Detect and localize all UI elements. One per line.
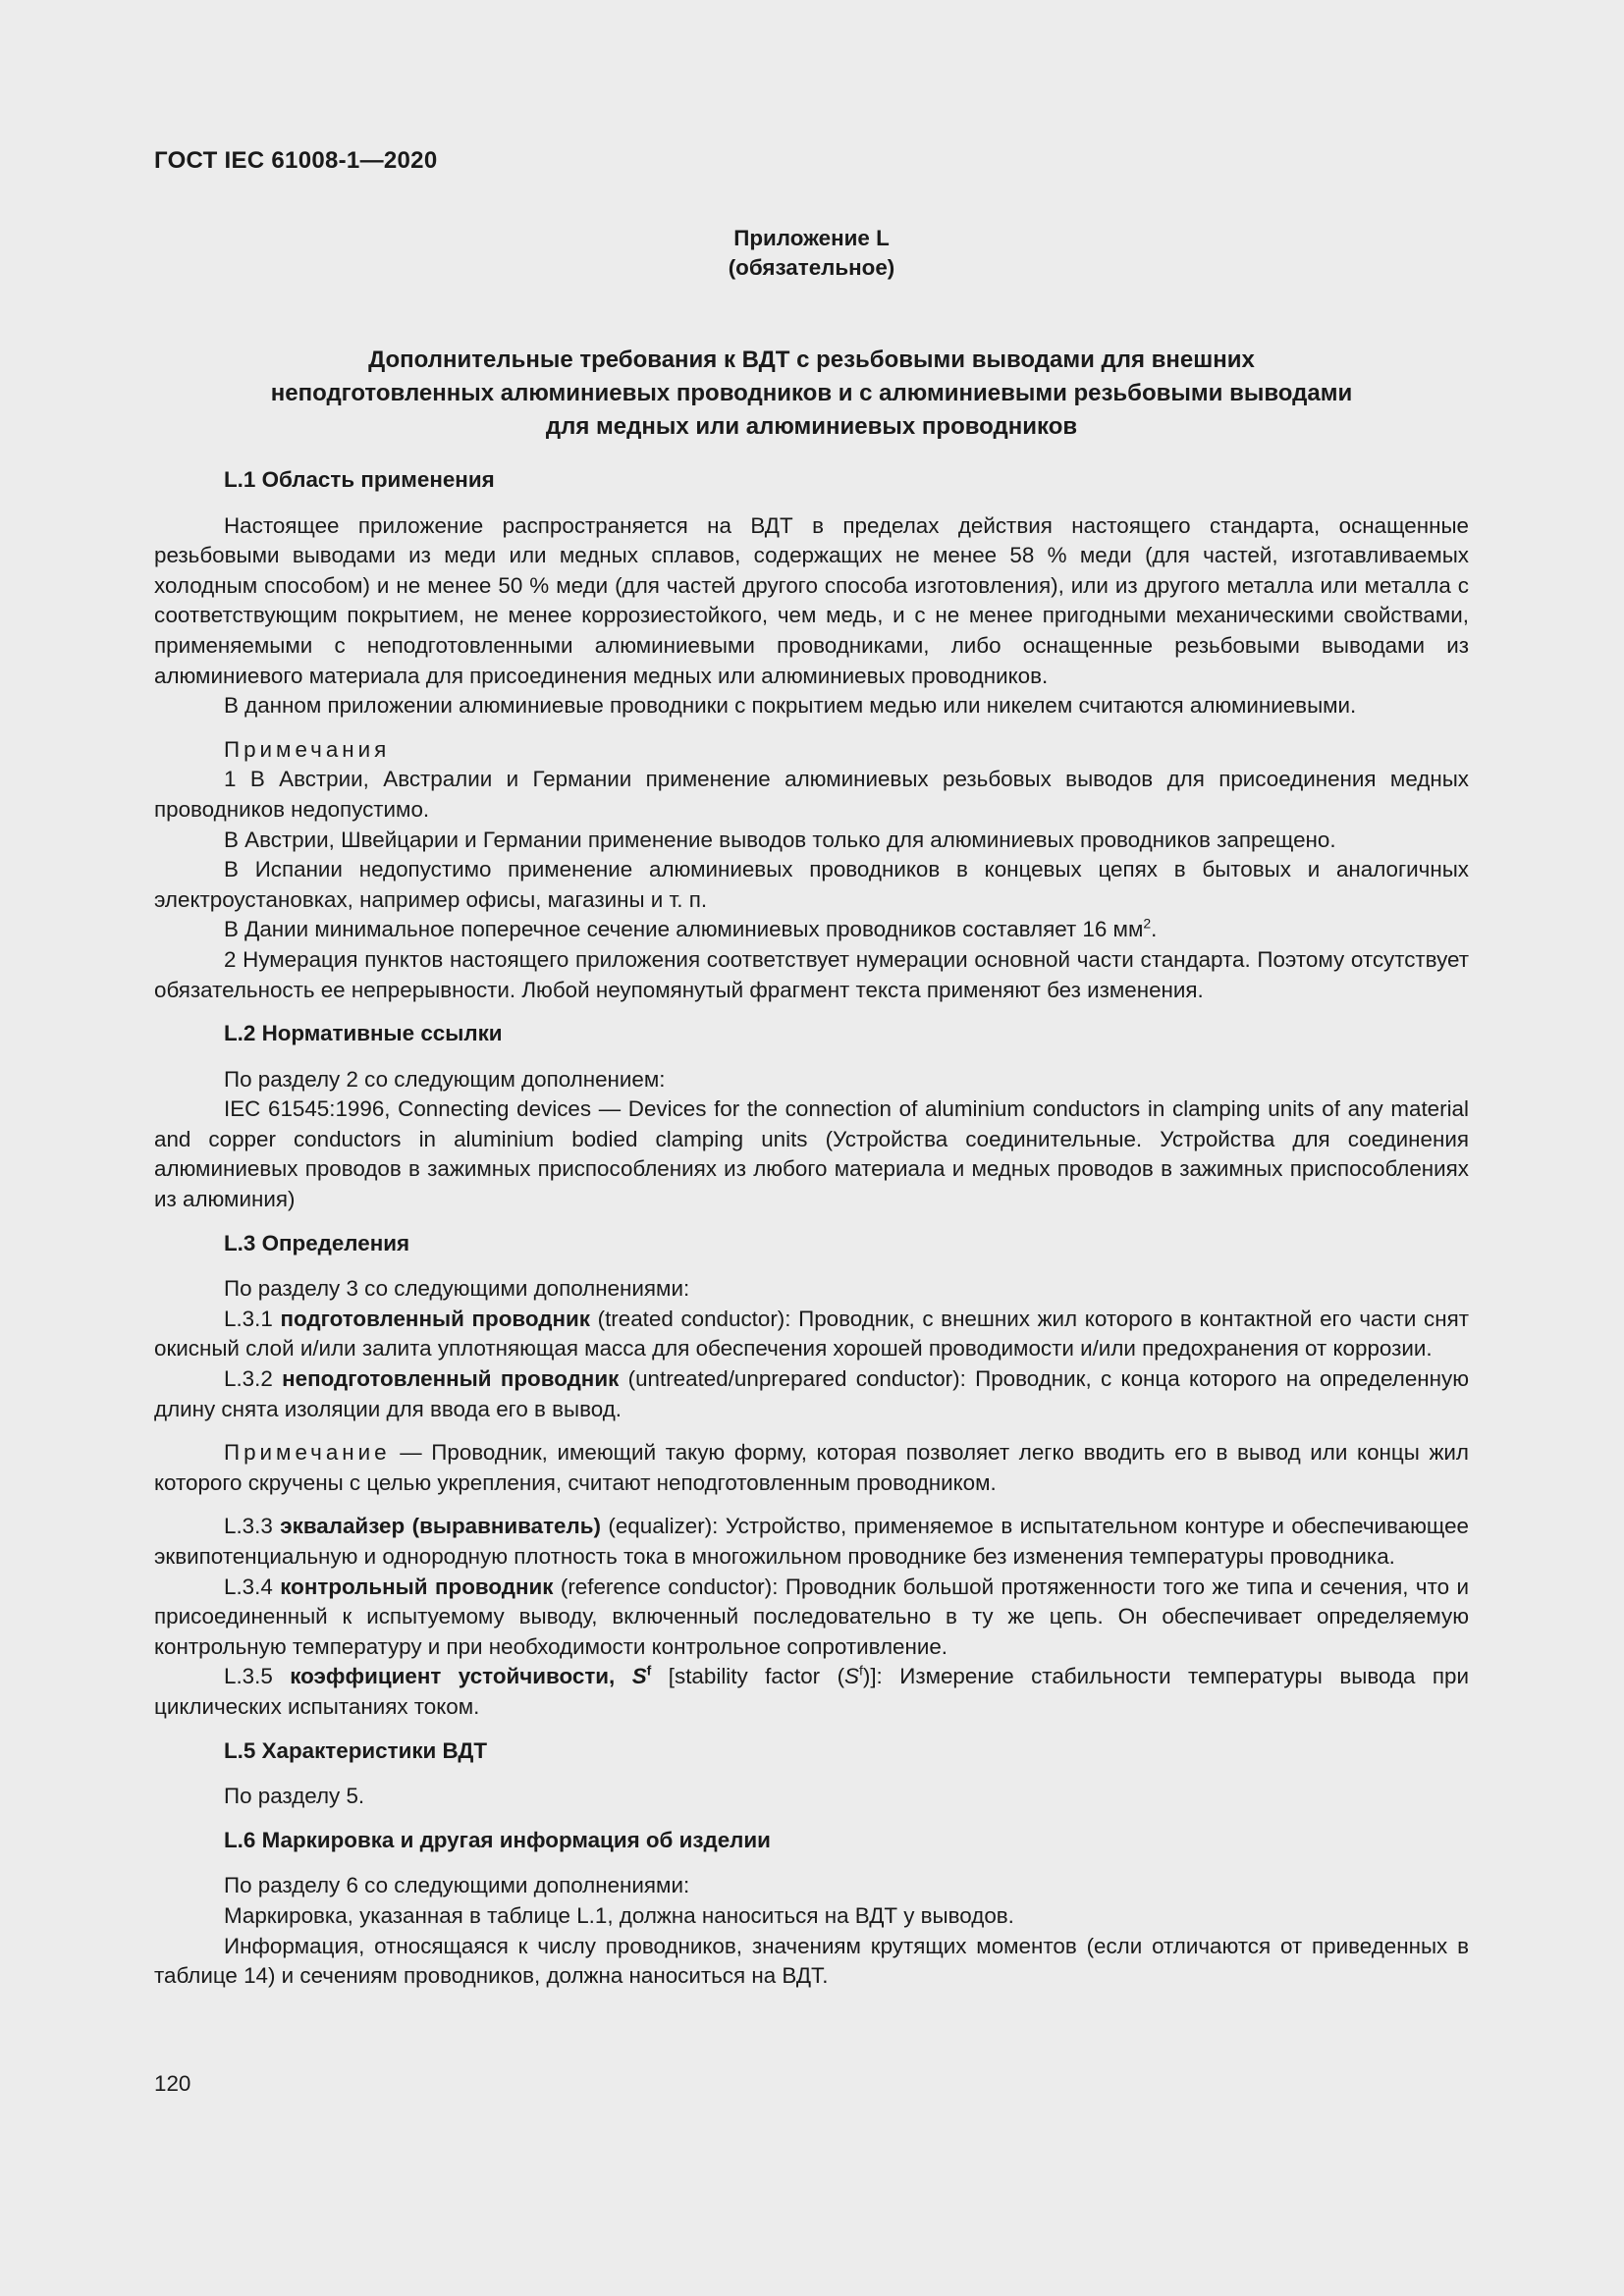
definition-term: эквалайзер (выравниватель) [280,1514,601,1539]
stability-symbol: S [631,1664,647,1689]
l6-paragraph-1: По разделу 6 со следующими дополнениями: [224,1873,690,1898]
l3-paragraph-1: По разделу 3 со следующими дополнениями: [224,1276,690,1302]
l1-note-4-text: В Дании минимальное поперечное сечение алюминиевых проводников составляет 16 мм [224,917,1144,942]
section-heading-l1: L.1 Область применения [224,467,495,492]
definition-l3-5 [154,1662,1469,1722]
definition-term: подготовленный проводник [280,1306,590,1331]
definition-text: (untreated/unprepared conductor): Проводник, с конца которого на определенную длину снята изоляции для ввода его в вывод. [154,1366,1469,1421]
l2-paragraph-1: По разделу 2 со следующим дополнением: [224,1066,666,1092]
page-number: 120 [154,2071,191,2096]
stability-symbol-2: S [844,1664,859,1689]
definition-term: контрольный проводник [280,1574,554,1599]
l3-note [154,1438,1469,1498]
l6-paragraph-2: Маркировка, указанная в таблице L.1, должна наноситься на ВДТ у выводов. [224,1902,1014,1928]
l1-note-4 [154,915,1469,945]
section-heading-l6: L.6 Маркировка и другая информация об изделии [224,1827,771,1852]
stability-superscript-2: f [858,1662,863,1679]
definition-text: (equalizer): Устройство, применяемое в испытательном контуре и обеспечивающее эквипотенциальную и однородную плотность тока в многожильном проводнике без изменения температуры проводника. [154,1514,1469,1569]
l1-note-2: В Австрии, Швейцарии и Германии применение выводов только для алюминиевых проводников запрещено. [224,827,1336,852]
notes-label: Примечания [224,736,391,762]
l1-note-1: 1 В Австрии, Австралии и Германии применение алюминиевых резьбовых выводов для присоединения медных проводников недопустимо. [154,767,1469,822]
l1-paragraph-1: Настоящее приложение распространяется на ВДТ в пределах действия настоящего стандарта, оснащенные резьбовыми выводами из меди или медных сплавов, содержащих не менее 58 % меди (для частей, изготавливаемых холодным способом) и не менее 50 % меди (для частей другого способа изготовления), или из другого металла или металла с соответствующим покрытием, не менее коррозиестойкого, чем медь, и с не менее пригодными механическими свойствами, применяемыми с неподготовленными алюминиевыми проводниками, либо оснащенные резьбовыми выводами из алюминиевого материала для присоединения медных или алюминиевых проводников. [154,512,1469,688]
definition-number: L.3.4 [224,1574,281,1599]
definition-text: (reference conductor): Проводник большой протяженности того же типа и сечения, что и присоединенный к испытуемому выводу, включенный последовательно в ту же цепь. Он обеспечивает определяемую контрольную температуру и при необходимости контрольное сопротивление. [154,1574,1469,1659]
definition-text-b: )]: Измерение стабильности температуры вывода при циклических испытаниях током. [154,1664,1469,1719]
definition-number: L.3.3 [224,1514,281,1539]
annex-title: Приложение L [733,226,890,250]
note-text: — Проводник, имеющий такую форму, которая позволяет легко вводить его в вывод или концы жил которого скручены с целью укрепления, считают неподготовленным проводником. [154,1440,1469,1495]
note-label: Примечание [224,1440,391,1466]
l6-paragraph-3: Информация, относящаяся к числу проводников, значениям крутящих моментов (если отличаются от приведенных в таблице 14) и сечениям проводников, должна наноситься на ВДТ. [154,1933,1469,1989]
annex-main-title [154,344,1469,444]
definition-text-a: [stability factor ( [651,1664,845,1689]
standard-code: ГОСТ IEC 61008-1—2020 [154,147,438,174]
definition-number: L.3.1 [224,1306,281,1331]
l1-note-5: 2 Нумерация пунктов настоящего приложения соответствует нумерации основной части стандарта. Поэтому отсутствует обязательность ее непрерывности. Любой неупомянутый фрагмент текста применяют без изменения. [154,946,1469,1002]
stability-superscript: f [646,1662,652,1679]
page-content [154,224,1469,1992]
definition-l3-1 [154,1305,1469,1364]
annex-status: (обязательное) [728,255,895,280]
definition-l3-4 [154,1573,1469,1663]
definition-term: коэффициент устойчивости, [290,1664,632,1689]
definition-number: L.3.2 [224,1366,283,1392]
definition-number: L.3.5 [224,1664,291,1689]
l1-note-3: В Испании недопустимо применение алюминиевых проводников в концевых цепях в бытовых и аналогичных электроустановках, например офисы, магазины и т. п. [154,857,1469,912]
section-heading-l5: L.5 Характеристики ВДТ [224,1737,488,1763]
definition-l3-3 [154,1512,1469,1572]
l1-note-4-superscript: 2 [1143,915,1152,932]
definition-term: неподготовленный проводник [282,1366,620,1392]
main-title-line-2: неподготовленных алюминиевых проводников и с алюминиевыми резьбовыми выводами [270,380,1353,406]
l5-paragraph-1: По разделу 5. [224,1784,365,1809]
main-title-line-3: для медных или алюминиевых проводников [545,413,1078,440]
section-heading-l3: L.3 Определения [224,1230,410,1255]
l2-paragraph-2: IEC 61545:1996, Connecting devices — Devices for the connection of aluminium conductors in clamping units of any material and copper conductors in aluminium bodied clamping units (Устройства соединительные. Устройства для соединения алюминиевых проводов в зажимных приспособлениях из любого материала и медных проводов в зажимных приспособлениях из алюминия) [154,1096,1469,1212]
definition-text: (treated conductor): Проводник, с внешних жил которого в контактной его части снят окисный слой и/или залита уплотняющая масса для обеспечения хорошей проводимости и/или предохранения от коррозии. [154,1306,1469,1362]
definition-l3-2 [154,1364,1469,1424]
main-title-line-1: Дополнительные требования к ВДТ с резьбовыми выводами для внешних [368,347,1255,373]
l1-note-4-end: . [1151,917,1158,942]
l1-paragraph-2: В данном приложении алюминиевые проводники с покрытием медью или никелем считаются алюминиевыми. [224,693,1357,719]
section-heading-l2: L.2 Нормативные ссылки [224,1021,503,1046]
